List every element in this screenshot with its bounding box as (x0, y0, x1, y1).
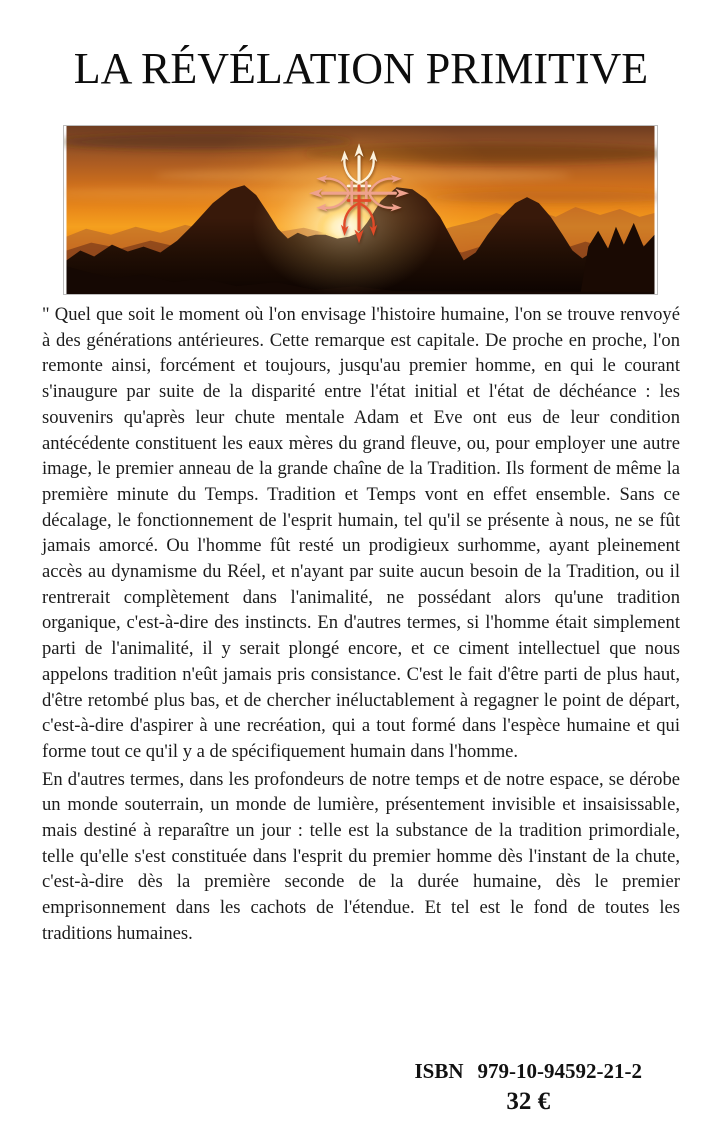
page-title: LA RÉVÉLATION PRIMITIVE (73, 44, 649, 93)
blurb-text (42, 302, 680, 947)
isbn-line (414, 1056, 642, 1086)
sun-bloom-overlay (252, 154, 440, 294)
cover-image (63, 125, 658, 295)
sunset-mountains-graphic (64, 126, 657, 294)
isbn-value: 979-10-94592-21-2 (477, 1059, 642, 1083)
isbn-label: ISBN (414, 1059, 464, 1083)
blurb-paragraph-2: En d'autres termes, dans les profondeurs de notre temps et de notre espace, se dérobe un monde souterrain, un monde de lumière, présentement invisible et insaisissable, mais destiné à reparaître un jour : telle est la substance de la tradition primordiale, telle qu'elle s'est constituée dans l'esprit du premier homme dès l'instant de la chute, c'est-à-dire dès la première seconde de la durée humaine, dès le premier emprisonnement dans les cachots de l'étendue. Et tel est le fond de toutes les traditions humaines. (42, 768, 680, 944)
blurb-paragraph-1: " Quel que soit le moment où l'on envisage l'histoire humaine, l'on se trouve renvoyé à des générations antérieures. Cette remarque est capitale. De proche en proche, l'on remonte ainsi, forcément et toujours, jusqu'au premier homme, en qui le courant s'inaugure par suite de la disparité entre l'état initial et l'état de déchéance : les souvenirs qu'après leur chute mentale Adam et Eve ont eus de leur condition antécédente constituent les eaux mères du grand fleuve, ou, pour employer une autre image, le premier anneau de la grande chaîne de la Tradition. Ils forment de même la première minute du Temps. Tradition et Temps vont en effet ensemble. Sans ce décalage, le fonctionnement de l'esprit humain, tel qu'il se présente à nous, ne se fût jamais amorcé. Ou l'homme fût resté un prodigieux surhomme, ayant pleinement accès au dynamisme du Réel, et n'ayant par suite aucun besoin de la Tradition, ou il rentrerait complètement dans l'animalité, ne possédant alors qu'une tradition organique, c'est-à-dire des instincts. En d'autres termes, si l'homme était simplement parti de l'animalité, il y serait plongé encore, et ce ciment intellectuel que nous appelons tradition n'eût jamais pris consistance. C'est le fait d'être parti de plus haut, d'être retombé plus bas, et de chercher inéluctablement à regagner le point de départ, c'est-à-dire d'aspirer à une recréation, qui a tout formé dans l'espèce humaine et qui forme tout ce qu'il y a de spécifiquement humain dans l'homme. (42, 304, 680, 762)
price-text: 32 € (506, 1088, 551, 1115)
footer (414, 1056, 642, 1118)
